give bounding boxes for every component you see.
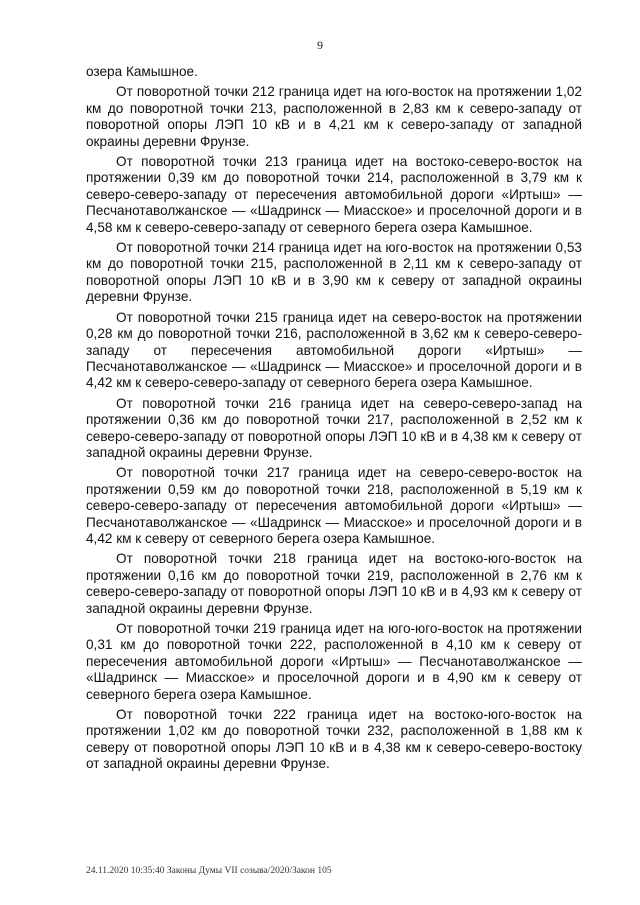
paragraph: От поворотной точки 214 граница идет на юго-восток на протяжении 0,53 км до поворотной точки 215, расположенной в 2,11 км к северо-западу от поворотной опоры ЛЭП 10 кВ и в 3,90 км к северу от западной окраины деревни Фрунзе. [86,240,582,305]
paragraph: озера Камышное. [86,64,198,79]
paragraph: От поворотной точки 219 граница идет на юго-юго-восток на протяжении 0,31 км до поворотной точки 222, расположенной в 4,10 км к северу от пересечения автомобильной дороги «Иртыш» — Песчанотаволжанское — «Шадринск — Миасское» и проселочной дороги и в 4,90 км к северу от северного берега озера Камышное. [86,621,582,702]
paragraph: От поворотной точки 218 граница идет на востоко-юго-восток на протяжении 0,16 км до поворотной точки 219, расположенной в 2,76 км к северо-северо-западу от поворотной опоры ЛЭП 10 кВ и в 4,93 км к северу от западной окраины деревни Фрунзе. [86,551,582,616]
paragraph: От поворотной точки 222 граница идет на востоко-юго-восток на протяжении 1,02 км до поворотной точки 232, расположенной в 1,88 км к северу от поворотной опоры ЛЭП 10 кВ и в 4,38 км к северо-северо-востоку от западной окраины деревни Фрунзе. [86,707,582,772]
page-number: 9 [317,38,323,52]
paragraph: От поворотной точки 217 граница идет на северо-северо-восток на протяжении 0,59 км до поворотной точки 218, расположенной в 5,19 км к северо-северо-западу от пересечения автомобильной дороги «Иртыш» — Песчанотаволжанское — «Шадринск — Миасское» и проселочной дороги и в 4,42 км к северу от северного берега озера Камышное. [86,465,582,546]
paragraph: От поворотной точки 216 граница идет на северо-северо-запад на протяжении 0,36 км до поворотной точки 217, расположенной в 2,52 км к северо-северо-западу от поворотной опоры ЛЭП 10 кВ и в 4,38 км к северу от западной окраины деревни Фрунзе. [86,395,582,460]
paragraph: От поворотной точки 215 граница идет на северо-восток на протяжении 0,28 км до поворотной точки 216, расположенной в 3,62 км к северо-северо-западу от пересечения автомобильной дороги «Иртыш» — Песчанотаволжанское — «Шадринск — Миасское» и проселочной дороги и в 4,42 км к северо-северо-западу от северного берега озера Камышное. [86,309,582,391]
paragraph: От поворотной точки 213 граница идет на востоко-северо-восток на протяжении 0,39 км до поворотной точки 214, расположенной в 3,79 км к северо-северо-западу от пересечения автомобильной дороги «Иртыш» — Песчанотаволжанское — «Шадринск — Миасское» и проселочной дороги и в 4,58 км к северо-северо-западу от северного берега озера Камышное. [86,154,582,235]
paragraph: От поворотной точки 212 граница идет на юго-восток на протяжении 1,02 км до поворотной точки 213, расположенной в 2,83 км к северо-западу от поворотной опоры ЛЭП 10 кВ и в 4,21 км к северо-западу от западной окраины деревни Фрунзе. [86,84,582,149]
document-footer: 24.11.2020 10:35:40 Законы Думы VII созыва/2020/Закон 105 [86,866,332,876]
document-body [86,64,582,777]
